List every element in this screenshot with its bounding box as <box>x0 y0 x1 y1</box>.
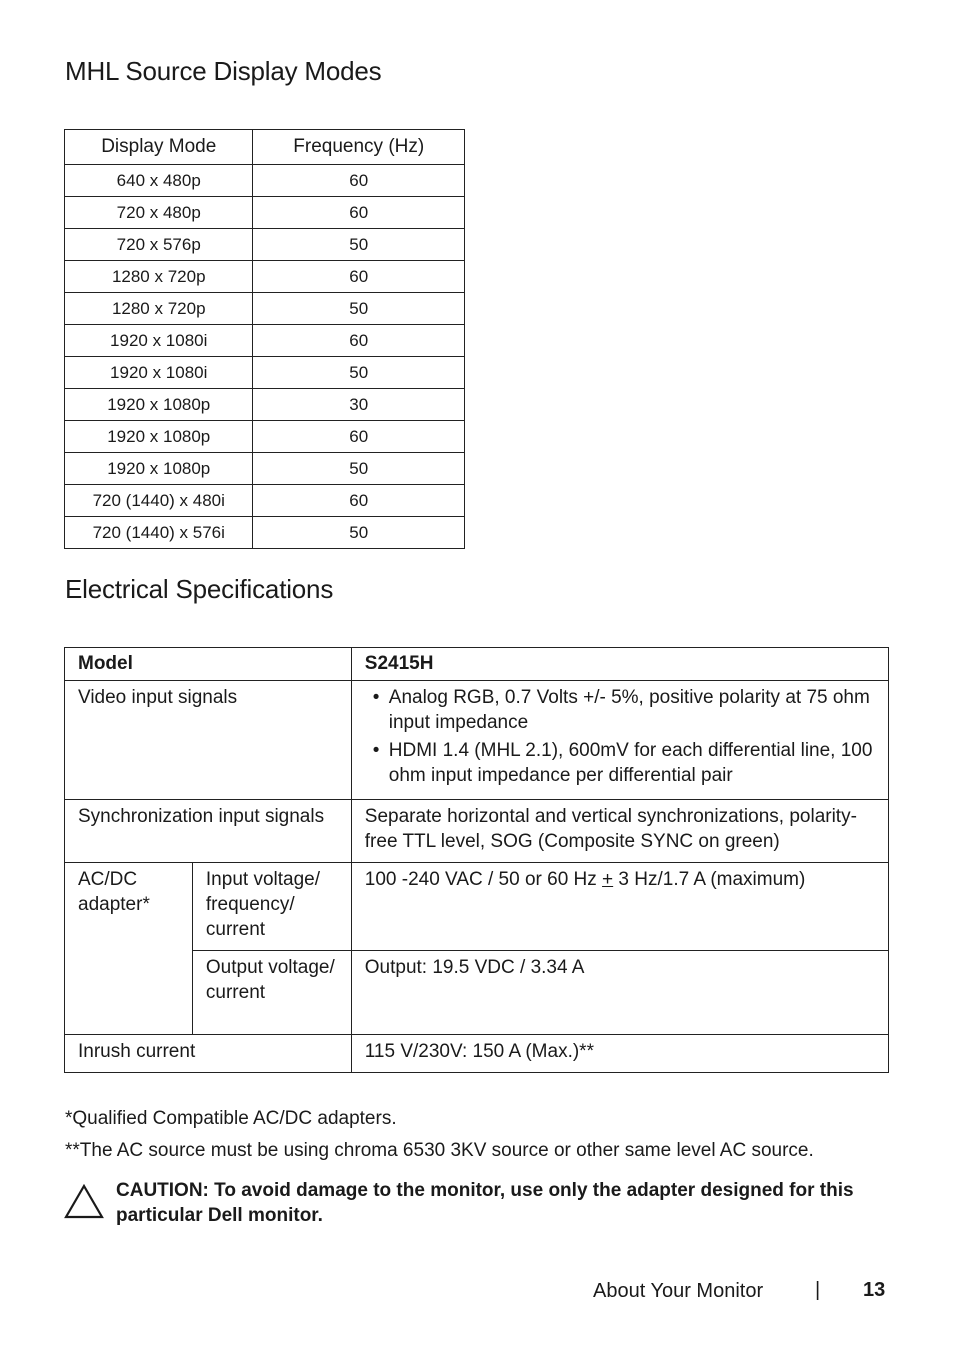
input-value-text-end: 3 Hz/1.7 A (maximum) <box>613 869 806 890</box>
frequency-cell: 50 <box>253 517 465 549</box>
list-item: • HDMI 1.4 (MHL 2.1), 600mV for each differential line, 100 ohm input impedance per differential pair <box>365 738 876 788</box>
adapter-label: AC/DC adapter* <box>65 863 193 1035</box>
adapter-footnote: *Qualified Compatible AC/DC adapters. <box>65 1108 397 1129</box>
display-mode-cell: 720 x 576p <box>65 229 253 261</box>
footer-separator: | <box>815 1279 821 1301</box>
display-mode-cell: 1280 x 720p <box>65 293 253 325</box>
table-row <box>65 421 465 453</box>
warning-triangle-icon <box>64 1184 104 1220</box>
table-row <box>65 325 465 357</box>
plus-minus-sign: + <box>602 869 614 890</box>
page-number: 13 <box>863 1279 886 1301</box>
table-row <box>65 1035 889 1073</box>
table-row <box>65 485 465 517</box>
input-value-text: 100 -240 VAC / 50 or 60 Hz <box>364 869 603 890</box>
table-header-row <box>65 130 465 165</box>
frequency-cell: 60 <box>253 485 465 517</box>
table-row <box>65 165 465 197</box>
display-mode-cell: 720 (1440) x 576i <box>65 517 253 549</box>
table-row <box>65 389 465 421</box>
frequency-cell: 60 <box>253 325 465 357</box>
table-row <box>65 357 465 389</box>
display-mode-cell: 1280 x 720p <box>65 261 253 293</box>
ac-source-footnote: **The AC source must be using chroma 6530 3KV source or other same level AC source. <box>65 1140 814 1161</box>
table-row <box>65 229 465 261</box>
frequency-cell: 50 <box>253 357 465 389</box>
display-mode-cell: 1920 x 1080p <box>65 453 253 485</box>
column-header-frequency: Frequency (Hz) <box>253 130 465 165</box>
footer-section-title: About Your Monitor <box>593 1280 764 1302</box>
model-label: Model <box>65 648 352 681</box>
adapter-input-value <box>351 863 888 951</box>
model-value: S2415H <box>351 648 888 681</box>
display-mode-cell: 640 x 480p <box>65 165 253 197</box>
electrical-section-title: Electrical Specifications <box>65 574 334 604</box>
table-row <box>65 453 465 485</box>
frequency-cell: 60 <box>253 421 465 453</box>
inrush-current-label: Inrush current <box>65 1035 352 1073</box>
frequency-cell: 60 <box>253 197 465 229</box>
display-mode-cell: 1920 x 1080i <box>65 325 253 357</box>
adapter-output-label: Output voltage/ current <box>192 951 351 1035</box>
frequency-cell: 50 <box>253 229 465 261</box>
electrical-specs-table <box>64 647 889 1073</box>
inrush-current-value: 115 V/230V: 150 A (Max.)** <box>351 1035 888 1073</box>
display-mode-cell: 720 (1440) x 480i <box>65 485 253 517</box>
display-mode-cell: 1920 x 1080p <box>65 421 253 453</box>
frequency-cell: 60 <box>253 261 465 293</box>
mhl-display-modes-table <box>64 129 465 549</box>
display-mode-cell: 1920 x 1080p <box>65 389 253 421</box>
adapter-output-value: Output: 19.5 VDC / 3.34 A <box>351 951 888 1035</box>
table-row <box>65 681 889 800</box>
table-row <box>65 863 889 951</box>
video-input-label: Video input signals <box>65 681 352 800</box>
adapter-input-label: Input voltage/ frequency/ current <box>192 863 351 951</box>
column-header-display-mode: Display Mode <box>65 130 253 165</box>
caution-text: CAUTION: To avoid damage to the monitor, use only the adapter designed for this particular Dell monitor. <box>116 1180 854 1226</box>
table-row <box>65 293 465 325</box>
frequency-cell: 50 <box>253 293 465 325</box>
sync-input-label: Synchronization input signals <box>65 800 352 863</box>
display-mode-cell: 720 x 480p <box>65 197 253 229</box>
table-row <box>65 197 465 229</box>
list-item: • Analog RGB, 0.7 Volts +/- 5%, positive polarity at 75 ohm input impedance <box>365 685 876 735</box>
frequency-cell: 50 <box>253 453 465 485</box>
table-header-row <box>65 648 889 681</box>
display-mode-cell: 1920 x 1080i <box>65 357 253 389</box>
mhl-section-title: MHL Source Display Modes <box>65 56 382 86</box>
table-row <box>65 800 889 863</box>
frequency-cell: 60 <box>253 165 465 197</box>
video-input-list <box>365 685 876 788</box>
video-input-value <box>351 681 888 800</box>
table-row <box>65 517 465 549</box>
frequency-cell: 30 <box>253 389 465 421</box>
sync-input-value: Separate horizontal and vertical synchronizations, polarity-free TTL level, SOG (Composite SYNC on green) <box>351 800 888 863</box>
table-row <box>65 261 465 293</box>
